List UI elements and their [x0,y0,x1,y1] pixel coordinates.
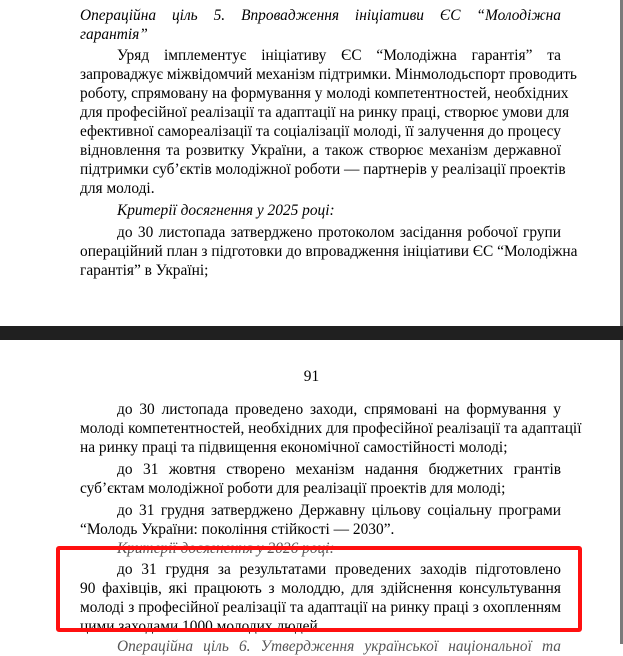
item-dec31-specialists-line: молоді з професійної реалізації та адаптації на ринку праці з охопленням [80,599,561,616]
item-nov30-line: до 30 листопада проведено заходи, спрямовані на формування у [117,401,561,418]
criteria-2025-item-line: гарантія” в Україні; [80,262,209,279]
item-oct31-line: до 31 жовтня створено механізм надання бюджетних грантів [117,461,561,478]
document-page-bottom [0,340,623,655]
goal5-body-line: Уряд імплементує ініціативу ЄС “Молодіжна гарантія” та [117,47,561,64]
goal5-body-line: для молоді. [80,180,155,197]
item-dec31-program-line: “Молодь України: покоління стійкості — 2030”. [80,521,395,538]
goal5-body-line: ефективної самореалізації та соціалізації молоді, її залучення до процесу [80,123,561,140]
page-number: 91 [303,368,320,385]
goal5-body-line: відновлення та розвитку України, а також створює механізм державної [80,142,561,159]
criteria-2025-heading: Критерії досягнення у 2025 році: [117,202,335,219]
item-dec31-specialists-line: 90 фахівців, які працюють з молоддю, для здійснення консультування [80,580,561,597]
criteria-2026-heading: Критерії досягнення у 2026 році: [117,540,335,557]
goal6-title-partial: Операційна ціль 6. Утвердження української національної та [117,638,561,655]
criteria-2025-item-line: до 30 листопада затверджено протоколом засідання робочої групи [117,224,561,241]
goal5-title-line-2: гарантія” [80,26,148,43]
page-separator [0,326,623,340]
item-dec31-program-line: до 31 грудня затверджено Державну цільову соціальну програми [117,502,561,519]
highlight-box [56,546,582,632]
goal5-body-line: роботу, спрямовану на формування у молоді компетентностей, необхідних [80,85,569,102]
item-oct31-line: суб’єктам молодіжної роботи для реалізації проектів для молоді; [80,480,506,497]
goal5-body-line: для професійної реалізації та адаптації на ринку праці, створює умови для [80,104,570,121]
item-nov30-line: на ринку праці та підвищення економічної самостійності молоді; [80,439,508,456]
goal5-body-line: підтримки суб’єктів молодіжної роботи — партнерів у реалізації проектів [80,161,566,178]
goal5-title-line-1: Операційна ціль 5. Впровадження ініціативи ЄС “Молодіжна [80,7,561,24]
item-dec31-specialists-line: цими заходами 1000 молодих людей. [80,618,322,635]
goal5-body-line: запроваджує міжвідомчий механізм підтримки. Мінмолодьспорт проводить [80,66,577,83]
item-nov30-line: молоді компетентностей, необхідних для професійної реалізації та адаптації [80,420,582,437]
item-dec31-specialists-line: до 31 грудня за результатами проведених заходів підготовлено [117,561,561,578]
document-page-top [0,0,623,326]
criteria-2025-item-line: операційний план з підготовки до впровадження ініціативи ЄС “Молодіжна [80,243,578,260]
